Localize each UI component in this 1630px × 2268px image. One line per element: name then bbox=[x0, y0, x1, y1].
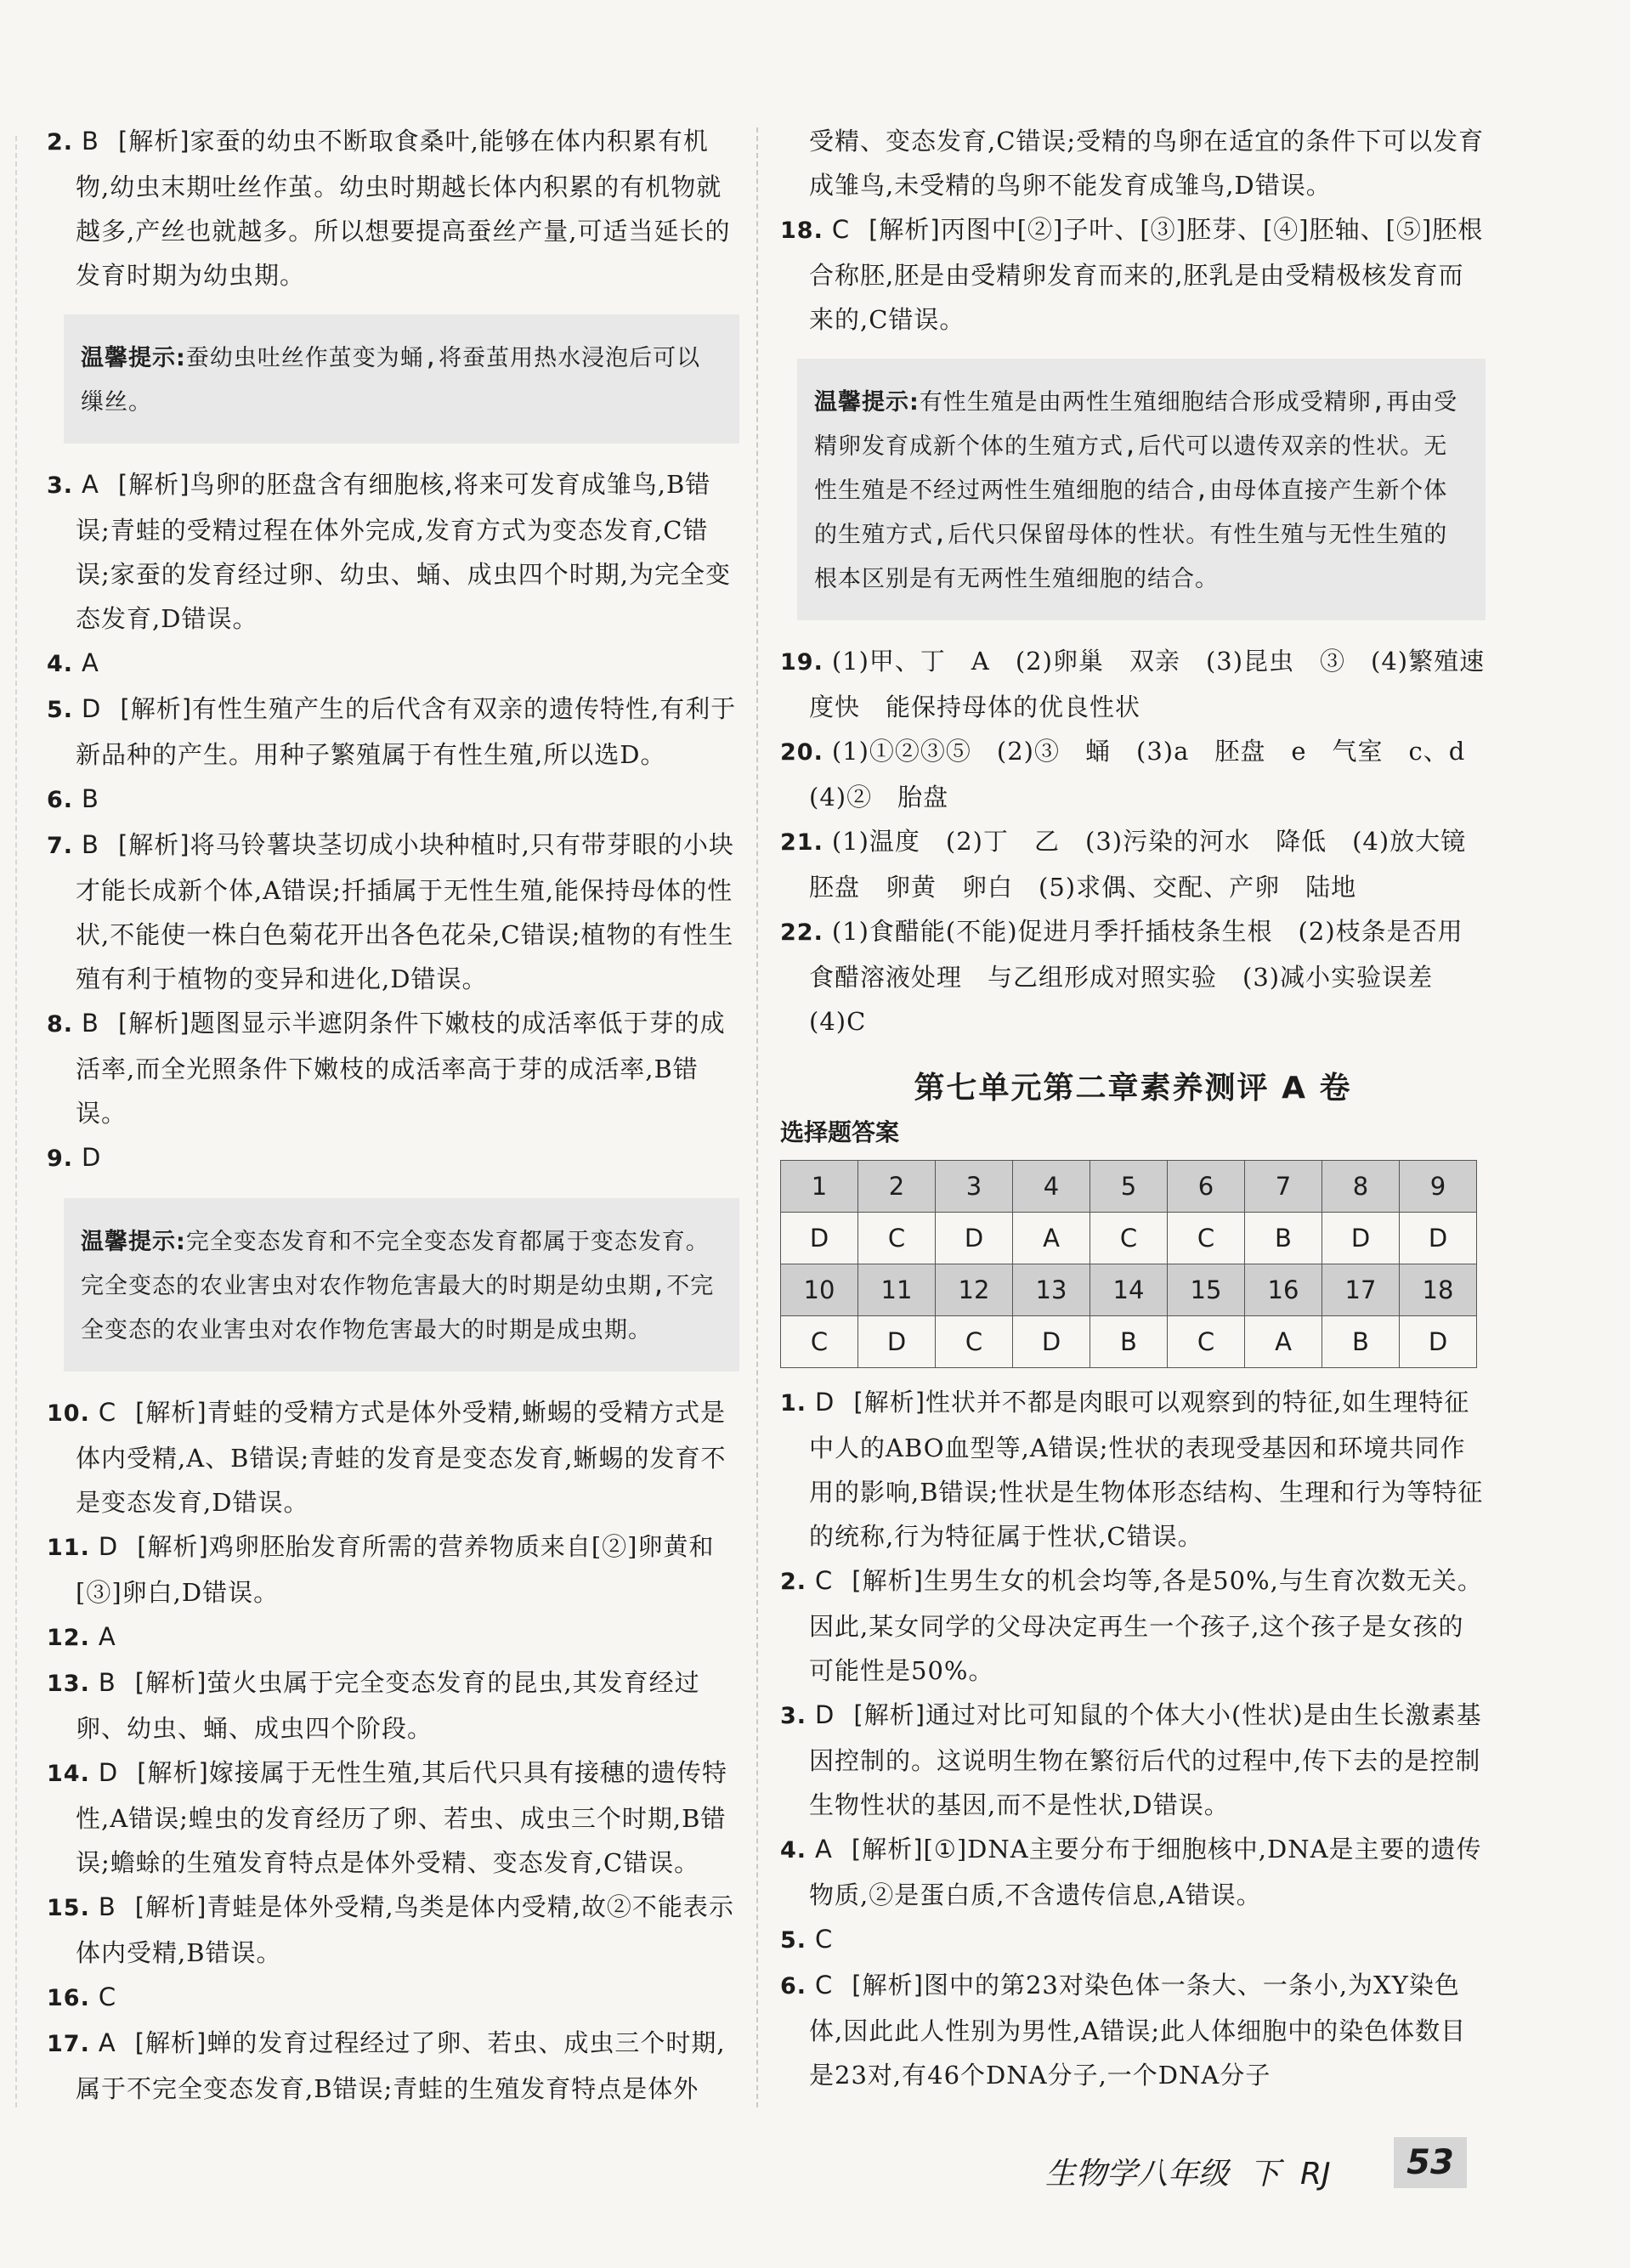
answer-cell: C bbox=[1168, 1213, 1245, 1264]
answer-item-5: 5. D [解析]有性生殖产生的后代含有双亲的遗传特性,有利于新品种的产生。用种子繁殖属于有性生殖,所以选D。 bbox=[47, 694, 737, 769]
section-title: 第七单元第二章素养测评 A 卷 bbox=[914, 1071, 1352, 1106]
test-answer-item-5: 5. C bbox=[780, 1925, 834, 1954]
question-number: 12 bbox=[936, 1264, 1013, 1316]
answer-item-18: 18. C [解析]丙图中[②]子叶、[③]胚芽、[④]胚轴、[⑤]胚根合称胚,胚是由受精卵发育而来的,胚乳是由受精极核发育而来的,C错误。 bbox=[780, 215, 1484, 334]
volume-label: 下 bbox=[1249, 2157, 1281, 2192]
answer-cell: C bbox=[781, 1316, 858, 1368]
answer-cell: C bbox=[936, 1316, 1013, 1368]
answer-cell: B bbox=[1322, 1316, 1400, 1368]
answer-item-19: 19. (1)甲、丁 A (2)卵巢 双亲 (3)昆虫 ③ (4)繁殖速度快 能保持母体的优良性状 bbox=[780, 647, 1486, 721]
answer-item-22: 22. (1)食醋能(不能)促进月季扦插枝条生根 (2)枝条是否用食醋溶液处理 与乙组形成对照实验 (3)减小实验误差 (4)C bbox=[780, 917, 1463, 1036]
test-answer-item-2: 2. C [解析]生男生女的机会均等,各是50%,与生育次数无关。因此,某女同学的父母决定再生一个孩子,这个孩子是女孩的可能性是50%。 bbox=[780, 1566, 1483, 1685]
answer-item-6: 6. B bbox=[47, 784, 99, 813]
answer-cell: A bbox=[1245, 1316, 1322, 1368]
answer-continuation: 受精、变态发育,C错误;受精的鸟卵在适宜的条件下可以发育成雏鸟,未受精的鸟卵不能发育成雏鸟,D错误。 bbox=[809, 127, 1485, 200]
page-number: 53 bbox=[1394, 2137, 1467, 2188]
answer-cell: C bbox=[1168, 1316, 1245, 1368]
question-number: 9 bbox=[1400, 1161, 1477, 1213]
left-column bbox=[47, 119, 739, 2111]
answer-item-11: 11. D [解析]鸡卵胚胎发育所需的营养物质来自[②]卵黄和[③]卵白,D错误。 bbox=[47, 1532, 715, 1607]
answer-item-20: 20. (1)①②③⑤ (2)③ 蛹 (3)a 胚盘 e 气室 c、d (4)② 胎盘 bbox=[780, 737, 1491, 812]
answer-cell: D bbox=[781, 1213, 858, 1264]
answer-cell: C bbox=[858, 1213, 936, 1264]
answer-cell: B bbox=[1090, 1316, 1168, 1368]
question-number: 8 bbox=[1322, 1161, 1400, 1213]
answer-table bbox=[780, 1160, 1477, 1368]
answer-table-row bbox=[781, 1213, 1477, 1264]
question-number: 7 bbox=[1245, 1161, 1322, 1213]
right-column bbox=[780, 119, 1492, 2097]
answer-item-12: 12. A bbox=[47, 1622, 116, 1651]
answer-cell: D bbox=[1013, 1316, 1090, 1368]
answer-item-14: 14. D [解析]嫁接属于无性生殖,其后代只具有接穗的遗传特性,A错误;蝗虫的发育经历了卵、若虫、成虫三个时期,B错误;蟾蜍的生殖发育特点是体外受精、变态发育,C错误。 bbox=[47, 1758, 728, 1877]
question-number: 15 bbox=[1168, 1264, 1245, 1316]
tip-box: 温馨提示:有性生殖是由两性生殖细胞结合形成受精卵,再由受精卵发育成新个体的生殖方式,后代可以遗传双亲的性状。无性生殖是不经过两性生殖细胞的结合,由母体直接产生新个体的生殖方式,后代只保留母体的性状。有性生殖与无性生殖的根本区别是有无两性生殖细胞的结合。 bbox=[797, 359, 1486, 620]
answer-item-7: 7. B [解析]将马铃薯块茎切成小块种植时,只有带芽眼的小块才能长成新个体,A错误;扦插属于无性生殖,能保持母体的性状,不能使一株白色菊花开出各色花朵,C错误;植物的有性生殖有利于植物的变异和进化,D错误。 bbox=[47, 830, 734, 993]
answer-table-row bbox=[781, 1316, 1477, 1368]
answer-cell: D bbox=[1400, 1213, 1477, 1264]
tip-box: 温馨提示:蚕幼虫吐丝作茧变为蛹,将蚕茧用热水浸泡后可以缫丝。 bbox=[64, 314, 739, 444]
answer-cell: D bbox=[1322, 1213, 1400, 1264]
question-number: 16 bbox=[1245, 1264, 1322, 1316]
answer-item-16: 16. C bbox=[47, 1982, 117, 2011]
question-number: 13 bbox=[1013, 1264, 1090, 1316]
answer-cell: D bbox=[858, 1316, 936, 1368]
test-answer-item-3: 3. D [解析]通过对比可知鼠的个体大小(性状)是由生长激素基因控制的。这说明生物在繁衍后代的过程中,传下去的是控制生物性状的基因,而不是性状,D错误。 bbox=[780, 1700, 1482, 1819]
test-answer-item-6: 6. C [解析]图中的第23对染色体一条大、一条小,为XY染色体,因此此人性别为男性,A错误;此人体细胞中的染色体数目是23对,有46个DNA分子,一个DNA分子 bbox=[780, 1971, 1467, 2090]
column-divider bbox=[756, 127, 758, 2107]
answer-item-9: 9. D bbox=[47, 1143, 102, 1172]
page-footer bbox=[1045, 2150, 1351, 2193]
question-number: 10 bbox=[781, 1264, 858, 1316]
answer-item-21: 21. (1)温度 (2)丁 乙 (3)污染的河水 降低 (4)放大镜 胚盘 卵黄 卵白 (5)求偶、交配、产卵 陆地 bbox=[780, 827, 1492, 902]
question-number: 5 bbox=[1090, 1161, 1168, 1213]
answer-item-8: 8. B [解析]题图显示半遮阴条件下嫩枝的成活率低于芽的成活率,而全光照条件下嫩枝的成活率高于芽的成活率,B错误。 bbox=[47, 1009, 726, 1128]
answer-table-header-row bbox=[781, 1161, 1477, 1213]
test-answer-item-4: 4. A [解析][①]DNA主要分布于细胞核中,DNA是主要的遗传物质,②是蛋白质,不含遗传信息,A错误。 bbox=[780, 1835, 1482, 1909]
answer-item-17: 17. A [解析]蝉的发育过程经过了卵、若虫、成虫三个时期,属于不完全变态发育,B错误;青蛙的生殖发育特点是体外 bbox=[47, 2028, 726, 2103]
answer-cell: A bbox=[1013, 1213, 1090, 1264]
answer-cell: C bbox=[1090, 1213, 1168, 1264]
question-number: 1 bbox=[781, 1161, 858, 1213]
question-number: 17 bbox=[1322, 1264, 1400, 1316]
edition-label: RJ bbox=[1300, 2157, 1331, 2192]
answer-item-13: 13. B [解析]萤火虫属于完全变态发育的昆虫,其发育经过卵、幼虫、蛹、成虫四个阶段。 bbox=[47, 1668, 700, 1743]
answer-cell: D bbox=[1400, 1316, 1477, 1368]
answer-cell: D bbox=[936, 1213, 1013, 1264]
answer-table-header-row bbox=[781, 1264, 1477, 1316]
answers-subtitle: 选择题答案 bbox=[780, 1118, 900, 1146]
binding-margin-line bbox=[15, 136, 17, 2107]
question-number: 2 bbox=[858, 1161, 936, 1213]
answer-item-2: 2. B [解析]家蚕的幼虫不断取食桑叶,能够在体内积累有机物,幼虫末期吐丝作茧。幼虫时期越长体内积累的有机物就越多,产丝也就越多。所以想要提高蚕丝产量,可适当延长的发育时期为幼虫期。 bbox=[47, 127, 731, 290]
answer-item-4: 4. A bbox=[47, 648, 99, 677]
answer-item-10: 10. C [解析]青蛙的受精方式是体外受精,蜥蜴的受精方式是体内受精,A、B错误;青蛙的发育是变态发育,蜥蜴的发育不是变态发育,D错误。 bbox=[47, 1398, 727, 1517]
question-number: 6 bbox=[1168, 1161, 1245, 1213]
tip-box: 温馨提示:完全变态发育和不完全变态发育都属于变态发育。完全变态的农业害虫对农作物危害最大的时期是幼虫期,不完全变态的农业害虫对农作物危害最大的时期是成虫期。 bbox=[64, 1198, 739, 1372]
answer-item-3: 3. A [解析]鸟卵的胚盘含有细胞核,将来可发育成雏鸟,B错误;青蛙的受精过程在体外完成,发育方式为变态发育,C错误;家蚕的发育经过卵、幼虫、蛹、成虫四个时期,为完全变态发育,D错误。 bbox=[47, 470, 731, 633]
test-answer-item-1: 1. D [解析]性状并不都是肉眼可以观察到的特征,如生理特征中人的ABO血型等,A错误;性状的表现受基因和环境共同作用的影响,B错误;性状是生物体形态结构、生理和行为等特征的统称,行为特征属于性状,C错误。 bbox=[780, 1388, 1484, 1551]
question-number: 18 bbox=[1400, 1264, 1477, 1316]
question-number: 11 bbox=[858, 1264, 936, 1316]
question-number: 4 bbox=[1013, 1161, 1090, 1213]
question-number: 14 bbox=[1090, 1264, 1168, 1316]
question-number: 3 bbox=[936, 1161, 1013, 1213]
answer-cell: B bbox=[1245, 1213, 1322, 1264]
subject-label: 生物学八年级 bbox=[1045, 2157, 1230, 2192]
answer-item-15: 15. B [解析]青蛙是体外受精,鸟类是体内受精,故②不能表示体内受精,B错误。 bbox=[47, 1892, 734, 1967]
